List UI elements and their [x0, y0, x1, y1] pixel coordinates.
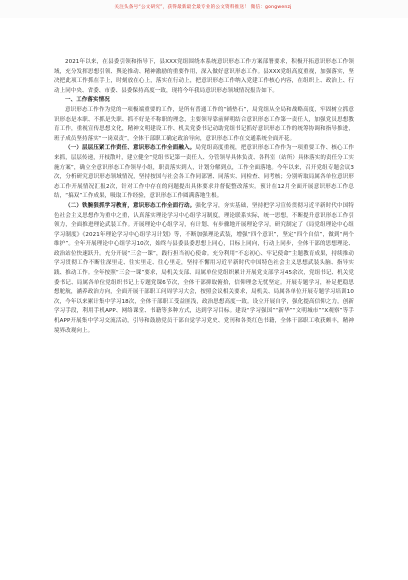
paragraph-text: 2021年以来，在县委引领和指导下，县XXX党组围绕本系统意识形态工作方案部署要求，积极开拓意识形态工作领域，充分发挥思想引领、舆论推动、精神激励的重要作用，深入做好意识形态工作。县XXX党组高度重视，加强落实，坚决把此项工作抓在手上，时刻放在心上，落实在行动上，把意识形态工作纳入党建工作核心内容，在组织上、政治上、行动上同中央、省委、市委、县委保持高度一致，现将今年我局意识形态领域情况报告如下。 [54, 59, 354, 94]
paragraph-text: 局党组高度重视，把意识形态工作作为一项重要工作、核心工作来抓，层层传递，开枝散叶，建立健全“党组书记第一责任人、分管领导具体负责、各科室（站所）具体落实的责任分工实施方案”，确立全意识形态工作领导小组，职责落实到人，计划分解到点，工作全面落地。今年以来，召开党组专题会议3次，分析研究意识形态领域情况，坚持按国与社会各工作同部署、同落实、同检查、同考核；分别听取局属各单位意识形态工作开展情况汇报2次，针对工作中存在的问题提出具体要求并督促整改落实。预计在12月全面开展意识形态工作总结，“搞双”工作成果，吸取工作经验，意识形态工作圆满落地生根。 [54, 145, 354, 200]
section-heading [54, 96, 354, 106]
body-paragraph [54, 144, 354, 202]
body-paragraph [54, 106, 354, 144]
paragraph-text: 强化学习，夯实基础，坚持把学习宣传贯彻习近平新时代中国特色社会主义思想作为重中之重，认真落实理论学习中心组学习制度，理论联系实际，统一思想，不断提升意识形态工作引领力，全面推进理论武装工作。开展理论中心组学习，有计划、有步骤地开展理论学习，研究制定了《局党组理论中心组学习制度》《2021年理论学习中心组学习计划》等，不断加强理论武装，增强“四个意识”，坚定“四个自信”，做到“两个维护”。全年开展理论中心组学习10次，始终与县委县委思想上同心，目标上同向，行动上同步，全体干部的思想理论、政治站位快速跃升。充分开展“三会一课”，践行担当初心使命。充分利用“不忘初心、牢记使命”主题教育成果，持续推动学习贯彻工作不断往深里走、往实里走、往心里走，坚持不懈用习近平新时代中国特色社会主义思想武装头脑、指导实践、推动工作。全年按照“三会一课”要求，局机关支部、局属单位党组织累计开展党支部学习45余次，党组书记、机关党委书记、局属各单位党组织书记上专题党课6节次，全体干部抑取俯拾，信仰理念无忧坚定。开展专题学习，补足把稳思想舵航，涵养政治方向，全面开展干部职工问周学习大会，按照会议相关要求，局机关、局属各单位开展专题学习培训10次，今年以来累计集中学习18次，全体干部职工受益匪浅，政治思想高度一致。设立开展自学，强化提高信仰之力，创新学习手段，利用手机APP、网络课堂、书籍等多种方式，达到学习目标。建设“学习强国”“新华”“文明城市”“X观察”等手机APP开展集中学习交流活动，引导和鼓励党员干部自觉学习党史、党刊和各类红色书籍，全体干部职工收获颇丰，精神境界改观向上。 [54, 202, 354, 334]
subsection-lead: （一）层层压紧工作责任、意识形态工作全面融入。 [65, 145, 196, 152]
subsection-lead: （二）铁腕狠抓学习教育，意识形态工作全面行动。 [65, 202, 196, 209]
promo-banner: 关注头条号“公文研究”，获得最新最全最专业的公文资料推送！ 微信：gongwenzj [114, 5, 292, 10]
body-paragraph [54, 202, 354, 336]
promo-header-bar [0, 0, 408, 18]
paragraph-text: 意识形态工作作为党的一项极端重要的工作，是所有普通工作的“铺垫石”，局党组从全局和战略高度，牢固树立抓意识形态是本职、不抓是失职、抓不好是不称职的理念，主要领导靠前鲜明结合意识形态工作第一责任人，加强党员思想教育工作，重视宣传思想文化，精神文明建设工作、机关党委书记动助党组书记抓好意识形态工作的统筹协调和指导推进，班子成员坚持落实“一岗双责”，全体干部职工确定政治导向，意识形态工作在交通系统全面开花。 [54, 106, 354, 142]
body-paragraph [54, 58, 354, 96]
paragraph-text: 一、工作落实情况 [65, 97, 110, 104]
document-body [54, 58, 354, 336]
